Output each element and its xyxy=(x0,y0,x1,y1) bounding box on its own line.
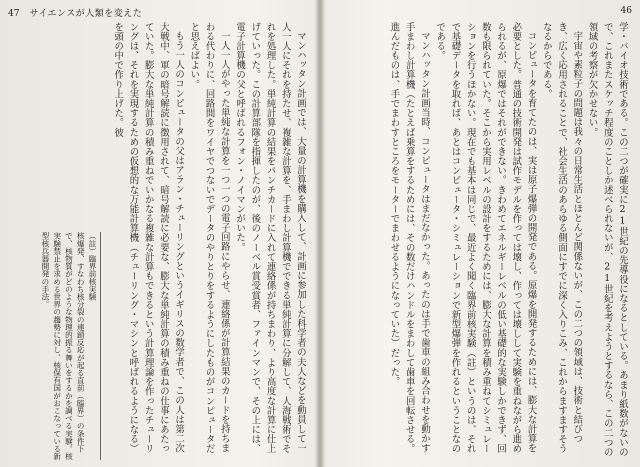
running-title: サイエンスが人類を変えた xyxy=(29,9,143,19)
right-page-number: 46 xyxy=(620,6,632,16)
left-page xyxy=(0,0,316,467)
left-paragraph-1: マンハッタン計画では、大量の計算機を購入して、計画に参加した科学者の夫人などを動員して一人一人にそれを持たせ、複雑な計算を、手まわし計算機でできる単純計算に分解して、人海戦術でそれを処理した。単純計算の結果をパンチカードに入れて連絡係が持ちまわり、より高度な計算に仕上げていった。この計算部隊を指揮したのが、後のノーベル賞受賞者、ファインマンで、その上には、電子計算機の父と呼ばれるフォン・ノイマンがいた。 xyxy=(234,22,306,454)
left-paragraph-3: もう一人のコンピュータの父はアラン・チューリングというイギリスの数学者で、この人は第二次大戦中、軍の暗号解読に徴用されて、暗号解読に必要な、膨大な単純計算の積み重ねの仕事にあたっていた。膨大な単純計算の積み重ねでいかなる複雑な計算もできるという計算理論を作ったチューリングは、それを実現するための仮想的な万能計算機（チューリング・マシンと呼ばれるようになる）を頭の中で作り上げた。彼 xyxy=(112,22,185,454)
right-paragraph-3: コンピュータを育てたのは、実は原子爆弾の開発である。原爆を開発するためには、膨大な計算を必要とした。普通の技術開発は試作モデルを作っては壊し、作っては壊しして実験を重ねながら進められるが、原爆ではそれができない。きわめてエネルギーレベルの低い基礎的な実験しかできず、回数も限られていた。そこから実用レベルの設計をするためには、膨大な計算を積み重ねてシミュレーションを行うほかない。現在でも基本は同じで、最近よく聞く臨界前核実験（註）というのは、それで基礎データを取れば、あとはコンピュータ・シミュレーションで新型爆弾を作れるということなのである。 xyxy=(434,22,537,454)
right-paragraph-4: マンハッタン計画当時、コンピュータはまだなかった。あったのは手で歯車の組み合わせを動かす手まわし計算機（たとえば乗算をするためには、その数だけハンドルをまわして歯車を回転させる。進んだものは、手でまわすところをモーターでまわせるようになっていた）だった。 xyxy=(388,22,430,454)
right-page-body xyxy=(340,22,630,460)
left-paragraph-2: 一人一人がやった単純な計算を一つ一つの電子回路にやらせ、連絡係が計算結果のカードを持ちまわる代わりに、回路間をワイヤでつないでデータのやりとりをするようにしたものがコンピュータだと思えばよい。 xyxy=(188,22,230,454)
left-page-number: 47 xyxy=(8,9,20,19)
footnote-label: （註）臨界前核実験 xyxy=(88,232,97,301)
footnote-divider xyxy=(100,232,101,460)
footnote xyxy=(6,232,98,460)
right-paragraph-1: 学・バイオ技術である。この二つが確実に21世紀の先導役になるとしている。あまり紙数がないので、これまたスケッチ程度のことしか述べられないが、21世紀を考えようとするなら、この二つの領域の考察が欠かせない。 xyxy=(586,22,628,457)
right-page xyxy=(324,0,640,467)
left-page-header xyxy=(8,6,142,19)
footnote-text: 核爆発、すなわち核分裂の連鎖反応が起る直前（臨界）の条件下で、核物質がどのような物理的振る舞いをするかを調べる実験。核実験禁止を求める世界の趨勢に対し、核保有国がおこなっている新型核兵器開発の手法。 xyxy=(40,232,86,460)
book-gutter xyxy=(316,0,324,467)
right-paragraph-2: 宇宙や素粒子の問題は我々の日常生活とほとんど関係ないが、この二つの領域は、技術と結びつき、広く応用されることで、社会生活のあらゆる側面にすでに深く入りこみ、これからますますそうなるからである。 xyxy=(540,22,583,454)
